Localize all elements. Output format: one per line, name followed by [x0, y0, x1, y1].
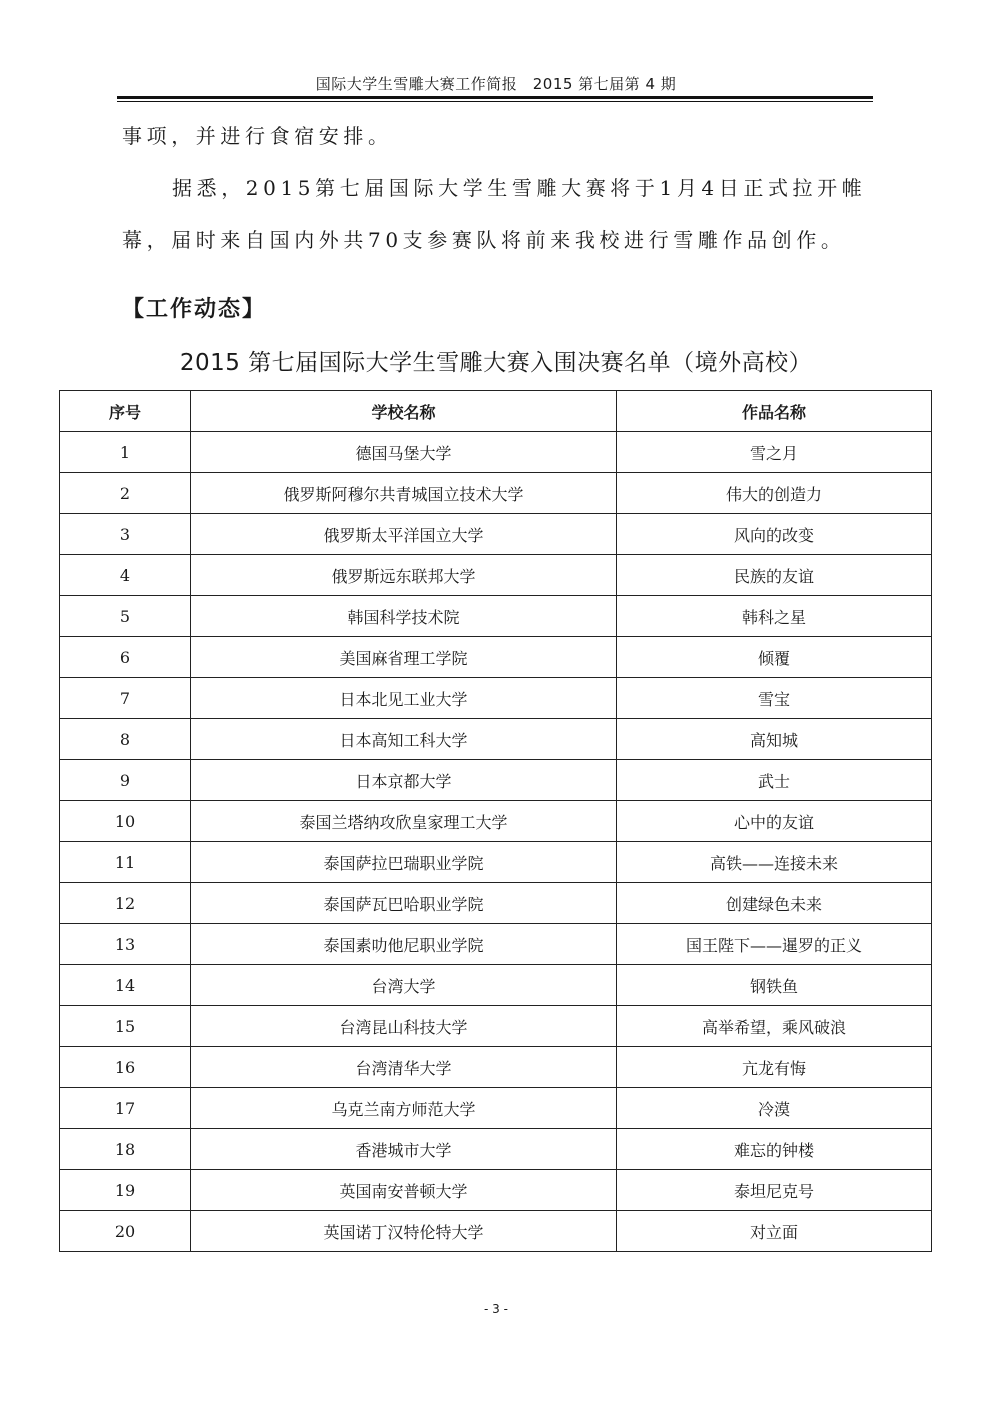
row-index: 19 — [60, 1170, 191, 1211]
row-school: 泰国兰塔纳攻欣皇家理工大学 — [191, 801, 617, 842]
row-work: 倾覆 — [617, 637, 932, 678]
table-row — [60, 1129, 932, 1170]
row-school: 台湾大学 — [191, 965, 617, 1006]
row-school: 日本高知工科大学 — [191, 719, 617, 760]
table-row — [60, 1088, 932, 1129]
table-row — [60, 596, 932, 637]
header-index: 序号 — [60, 391, 191, 432]
row-index: 1 — [60, 432, 191, 473]
row-index: 10 — [60, 801, 191, 842]
row-school: 俄罗斯阿穆尔共青城国立技术大学 — [191, 473, 617, 514]
row-index: 12 — [60, 883, 191, 924]
header-work: 作品名称 — [617, 391, 932, 432]
row-work: 泰坦尼克号 — [617, 1170, 932, 1211]
row-work: 难忘的钟楼 — [617, 1129, 932, 1170]
row-index: 2 — [60, 473, 191, 514]
row-index: 5 — [60, 596, 191, 637]
row-school: 泰国萨拉巴瑞职业学院 — [191, 842, 617, 883]
table-row — [60, 555, 932, 596]
row-work: 伟大的创造力 — [617, 473, 932, 514]
table-row — [60, 760, 932, 801]
row-index: 14 — [60, 965, 191, 1006]
table-row — [60, 1006, 932, 1047]
page-number: - 3 - — [484, 1302, 508, 1316]
row-work: 高举希望，乘风破浪 — [617, 1006, 932, 1047]
header-rule-thin — [117, 101, 873, 102]
row-school: 台湾昆山科技大学 — [191, 1006, 617, 1047]
row-index: 6 — [60, 637, 191, 678]
row-school: 泰国萨瓦巴哈职业学院 — [191, 883, 617, 924]
body-line-1: 事项，并进行食宿安排。 — [122, 124, 393, 148]
header-school: 学校名称 — [191, 391, 617, 432]
table-row — [60, 924, 932, 965]
row-work: 武士 — [617, 760, 932, 801]
row-work: 风向的改变 — [617, 514, 932, 555]
row-work: 冷漠 — [617, 1088, 932, 1129]
row-work: 民族的友谊 — [617, 555, 932, 596]
table-row — [60, 883, 932, 924]
row-index: 16 — [60, 1047, 191, 1088]
table-row — [60, 1047, 932, 1088]
row-index: 15 — [60, 1006, 191, 1047]
header-rule-thick — [117, 96, 873, 99]
table-row — [60, 801, 932, 842]
section-label: 【工作动态】 — [122, 297, 267, 322]
row-index: 9 — [60, 760, 191, 801]
row-work: 心中的友谊 — [617, 801, 932, 842]
row-school: 德国马堡大学 — [191, 432, 617, 473]
row-work: 韩科之星 — [617, 596, 932, 637]
table-title: 2015 第七届国际大学生雪雕大赛入围决赛名单（境外高校） — [179, 350, 813, 376]
row-school: 泰国素叻他尼职业学院 — [191, 924, 617, 965]
row-school: 英国南安普顿大学 — [191, 1170, 617, 1211]
table-row — [60, 678, 932, 719]
table-row — [60, 842, 932, 883]
row-school: 韩国科学技术院 — [191, 596, 617, 637]
table-row — [60, 965, 932, 1006]
page-header-title: 国际大学生雪雕大赛工作简报 2015 第七届第 4 期 — [315, 75, 677, 93]
row-work: 高知城 — [617, 719, 932, 760]
row-index: 20 — [60, 1211, 191, 1252]
row-school: 台湾清华大学 — [191, 1047, 617, 1088]
row-index: 8 — [60, 719, 191, 760]
finalists-table — [59, 390, 932, 1252]
row-index: 11 — [60, 842, 191, 883]
table-header-row — [60, 391, 932, 432]
row-work: 对立面 — [617, 1211, 932, 1252]
row-index: 18 — [60, 1129, 191, 1170]
row-index: 17 — [60, 1088, 191, 1129]
row-school: 俄罗斯远东联邦大学 — [191, 555, 617, 596]
row-work: 雪宝 — [617, 678, 932, 719]
row-index: 13 — [60, 924, 191, 965]
table-row — [60, 473, 932, 514]
table-row — [60, 637, 932, 678]
row-work: 国王陛下——暹罗的正义 — [617, 924, 932, 965]
row-school: 美国麻省理工学院 — [191, 637, 617, 678]
row-school: 俄罗斯太平洋国立大学 — [191, 514, 617, 555]
row-work: 雪之月 — [617, 432, 932, 473]
row-index: 7 — [60, 678, 191, 719]
row-index: 3 — [60, 514, 191, 555]
row-school: 香港城市大学 — [191, 1129, 617, 1170]
table-row — [60, 432, 932, 473]
body-line-3: 幕，届时来自国内外共70支参赛队将前来我校进行雪雕作品创作。 — [122, 228, 846, 252]
table-row — [60, 1211, 932, 1252]
row-work: 高铁——连接未来 — [617, 842, 932, 883]
row-work: 钢铁鱼 — [617, 965, 932, 1006]
row-index: 4 — [60, 555, 191, 596]
row-school: 英国诺丁汉特伦特大学 — [191, 1211, 617, 1252]
row-school: 日本北见工业大学 — [191, 678, 617, 719]
body-line-2: 据悉，2015第七届国际大学生雪雕大赛将于1月4日正式拉开帷 — [172, 176, 867, 200]
row-work: 亢龙有悔 — [617, 1047, 932, 1088]
row-work: 创建绿色未来 — [617, 883, 932, 924]
table-row — [60, 719, 932, 760]
table-row — [60, 514, 932, 555]
table-row — [60, 1170, 932, 1211]
row-school: 乌克兰南方师范大学 — [191, 1088, 617, 1129]
row-school: 日本京都大学 — [191, 760, 617, 801]
